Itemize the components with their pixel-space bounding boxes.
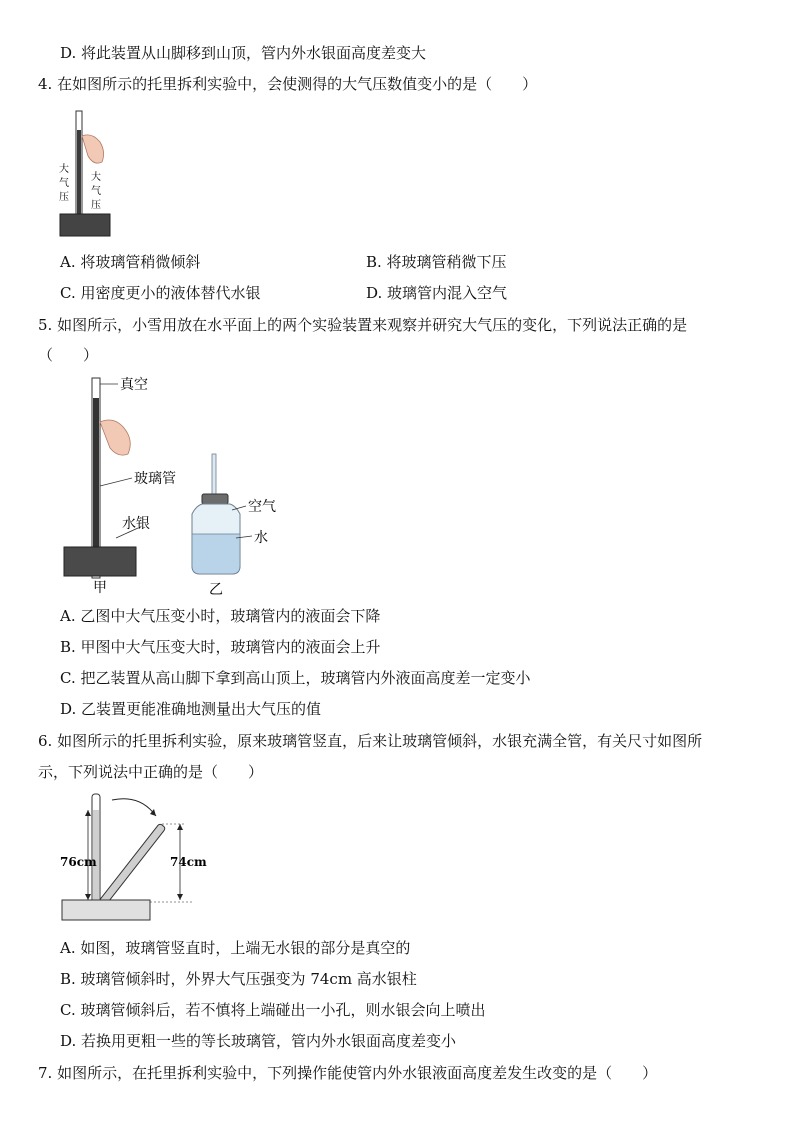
q4-option-a: A. 将玻璃管稍微倾斜 (60, 253, 201, 271)
q3-option-d: D. 将此装置从山脚移到山顶，管内外水银面高度差变大 (60, 44, 427, 62)
q5-label-mercury: 水银 (122, 516, 150, 532)
q6-option-c: C. 玻璃管倾斜后，若不慎将上端碰出一小孔，则水银会向上喷出 (60, 1001, 486, 1019)
q5-label-vacuum: 真空 (120, 377, 148, 393)
q5-label-air: 空气 (248, 499, 276, 515)
q6-option-b: B. 玻璃管倾斜时，外界大气压强变为 74cm 高水银柱 (60, 970, 417, 988)
svg-text:气: 气 (59, 178, 69, 189)
q5-option-c: C. 把乙装置从高山脚下拿到高山顶上，玻璃管内外液面高度差一定变小 (60, 669, 531, 687)
q7-stem: 7. 如图所示，在托里拆利实验中，下列操作能使管内外水银液面高度差发生改变的是（ ） (38, 1064, 658, 1082)
svg-text:压: 压 (91, 200, 101, 211)
svg-text:大: 大 (59, 164, 69, 175)
svg-text:大: 大 (91, 172, 101, 183)
q5-option-a: A. 乙图中大气压变小时，玻璃管内的液面会下降 (60, 607, 381, 625)
q4-option-b: B. 将玻璃管稍微下压 (366, 253, 507, 271)
q5-option-b: B. 甲图中大气压变大时，玻璃管内的液面会上升 (60, 638, 381, 656)
q6-stem-line2: 示，下列说法中正确的是（ ） (38, 763, 264, 781)
q5-stem-line1: 5. 如图所示，小雪用放在水平面上的两个实验装置来观察并研究大气压的变化，下列说法正确的是 (38, 316, 688, 334)
q6-figure (56, 788, 216, 928)
q4-option-c: C. 用密度更小的液体替代水银 (60, 284, 261, 302)
svg-text:压: 压 (59, 192, 69, 203)
q6-label-74cm: 74cm (170, 855, 207, 869)
q4-option-d: D. 玻璃管内混入空气 (366, 284, 508, 302)
q4-label-right (91, 170, 101, 211)
q4-stem: 4. 在如图所示的托里拆利实验中，会使测得的大气压数值变小的是（ ） (38, 75, 538, 93)
q6-option-d: D. 若换用更粗一些的等长玻璃管，管内外水银面高度差变小 (60, 1032, 457, 1050)
q5-label-yi: 乙 (209, 582, 223, 598)
q4-label-left (59, 162, 69, 203)
q6-label-76cm: 76cm (60, 855, 97, 869)
svg-text:气: 气 (91, 186, 101, 197)
q5-label-jia: 甲 (93, 580, 107, 596)
q5-stem-line2: （ ） (38, 346, 99, 364)
q5-label-water: 水 (254, 530, 268, 546)
q5-figure (56, 370, 296, 598)
q5-label-tube: 玻璃管 (134, 471, 176, 487)
q6-stem-line1: 6. 如图所示的托里拆利实验，原来玻璃管竖直，后来让玻璃管倾斜，水银充满全管，有关尺寸如图所 (38, 732, 703, 750)
q4-figure (56, 108, 116, 238)
q6-option-a: A. 如图，玻璃管竖直时，上端无水银的部分是真空的 (60, 939, 411, 957)
q5-option-d: D. 乙装置更能准确地测量出大气压的值 (60, 700, 322, 718)
